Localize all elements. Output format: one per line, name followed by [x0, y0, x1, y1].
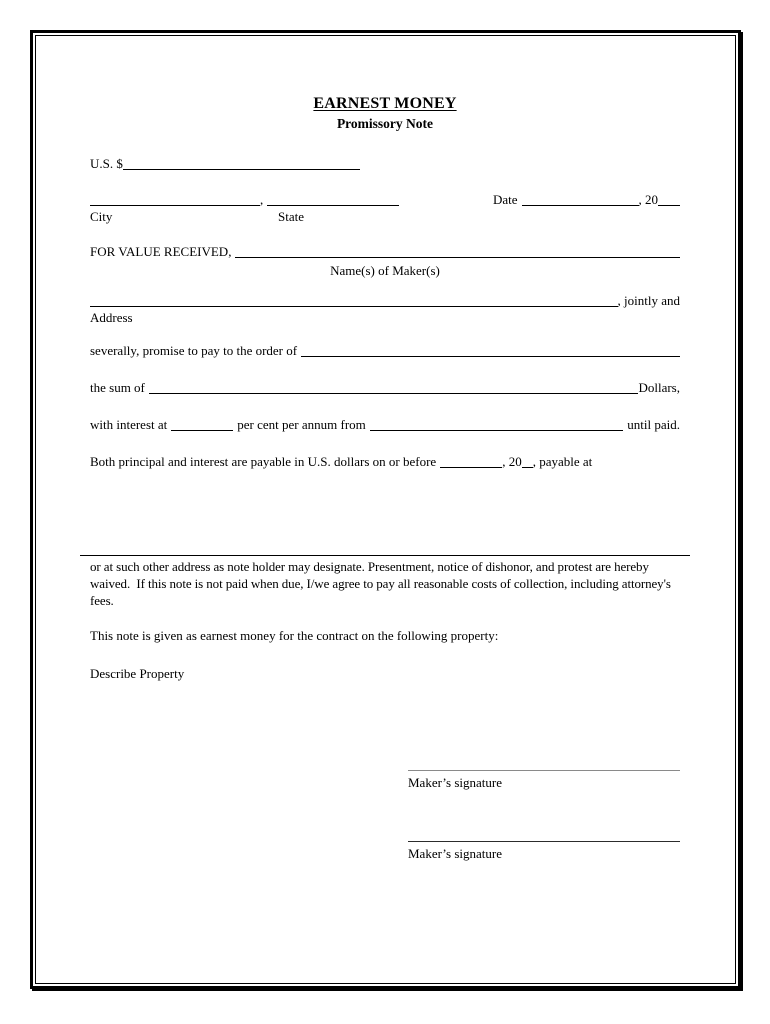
for-value-received-label: FOR VALUE RECEIVED,	[90, 244, 232, 259]
dollars-suffix-label: Dollars,	[638, 380, 680, 395]
document-title: EARNEST MONEY	[313, 95, 457, 112]
interest-row	[90, 417, 680, 433]
interest-mid-label: per cent per annum from	[237, 417, 366, 432]
due-prefix-label: Both principal and interest are payable in U.S. dollars on or before	[90, 454, 437, 469]
amount-field[interactable]	[123, 169, 360, 170]
interest-prefix-label: with interest at	[90, 417, 168, 432]
maker-signature-1-label: Maker’s signature	[408, 775, 502, 790]
promissory-note-form	[90, 95, 680, 862]
due-date-field[interactable]	[440, 467, 502, 468]
address-label: Address	[90, 310, 133, 325]
interest-start-field[interactable]	[370, 430, 624, 431]
city-label: City	[90, 209, 113, 224]
signature-block-2	[408, 841, 680, 862]
earnest-clause: This note is given as earnest money for the contract on the following property:	[90, 628, 499, 643]
maker-signature-2-label: Maker’s signature	[408, 846, 502, 861]
payee-field[interactable]	[301, 356, 680, 357]
maker-names-field[interactable]	[235, 257, 680, 258]
order-prefix-label: severally, promise to pay to the order of	[90, 343, 298, 358]
city-state-labels-row	[90, 209, 680, 225]
city-field[interactable]	[90, 205, 260, 206]
holder-clause: or at such other address as note holder may designate. Presentment, notice of dishonor, and protest are hereby waived. If this note is not paid when due, I/we agree to pay all reasonable costs of collection, including attorney's fees.	[90, 559, 674, 608]
currency-prefix-label: U.S. $	[90, 156, 123, 171]
due-year-field[interactable]	[522, 467, 533, 468]
year-field[interactable]	[658, 205, 680, 206]
state-label: State	[278, 209, 304, 224]
payable-at-field[interactable]	[80, 555, 690, 556]
signature-block-1	[408, 770, 680, 791]
date-field[interactable]	[522, 205, 639, 206]
interest-suffix-label: until paid.	[627, 417, 680, 432]
address-row	[90, 293, 680, 309]
maker-signature-2-field[interactable]	[408, 841, 680, 842]
sum-row	[90, 380, 680, 396]
due-year-prefix-label: , 20	[502, 454, 522, 469]
year-prefix-label: , 20	[638, 192, 658, 207]
makers-caption: Name(s) of Maker(s)	[330, 263, 440, 278]
address-field[interactable]	[90, 306, 618, 307]
date-label: Date	[492, 192, 518, 207]
jointly-suffix-label: , jointly and	[617, 293, 680, 308]
due-row	[90, 454, 680, 470]
state-field[interactable]	[267, 205, 399, 206]
value-received-row	[90, 244, 680, 260]
describe-property-label: Describe Property	[90, 666, 185, 681]
interest-rate-field[interactable]	[171, 430, 233, 431]
pay-order-row	[90, 343, 680, 359]
maker-signature-1-field[interactable]	[408, 770, 680, 771]
document-subtitle: Promissory Note	[336, 116, 434, 131]
comma-separator: ,	[260, 192, 264, 207]
sum-in-words-field[interactable]	[149, 393, 639, 394]
city-state-date-row	[90, 192, 680, 208]
amount-row	[90, 156, 680, 172]
due-suffix-label: , payable at	[532, 454, 593, 469]
sum-prefix-label: the sum of	[90, 380, 145, 395]
